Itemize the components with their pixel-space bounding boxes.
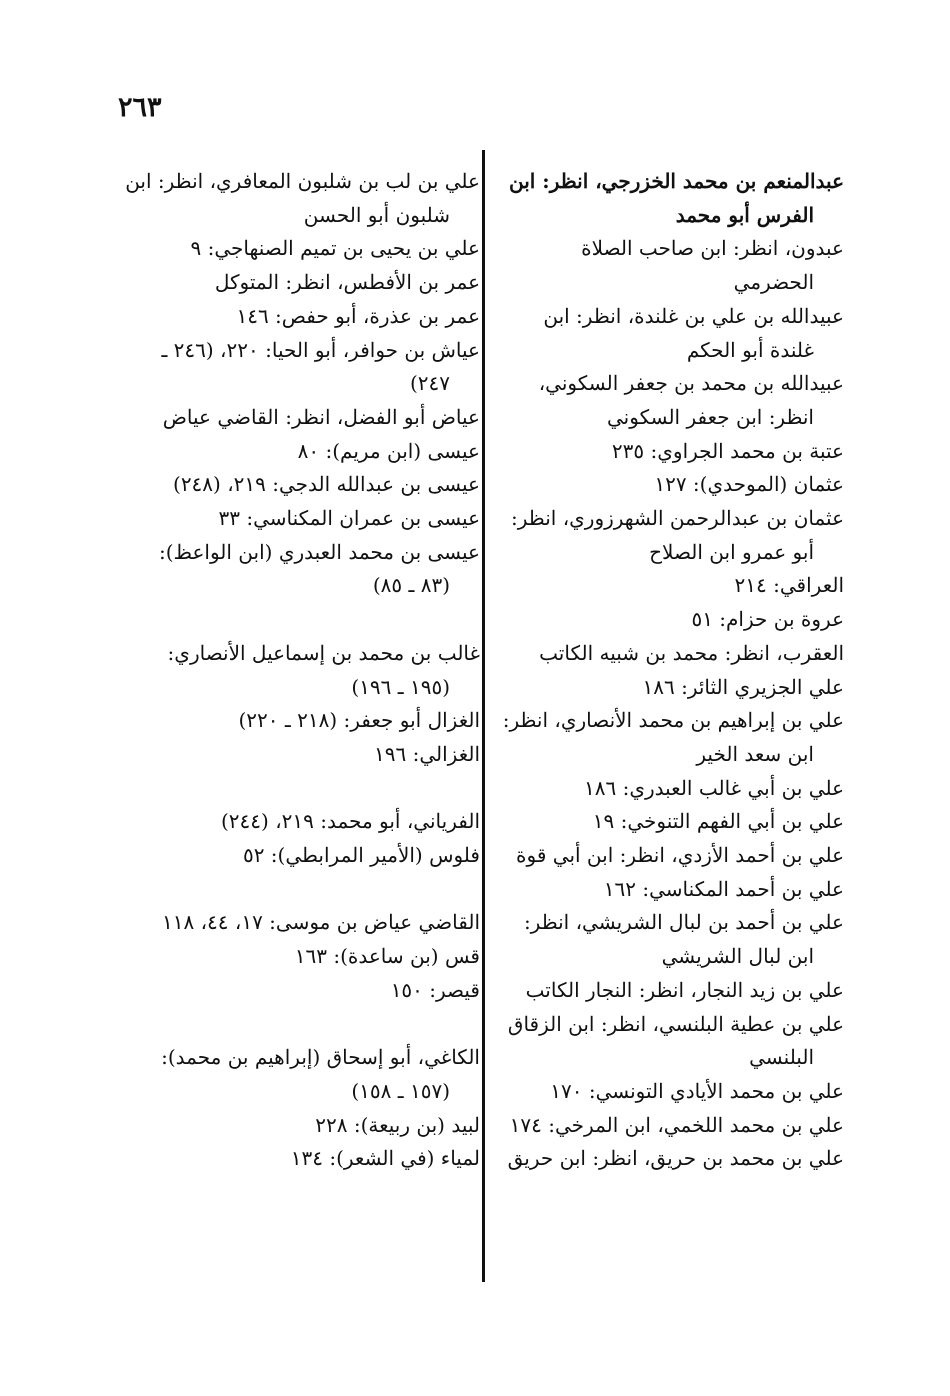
index-entry: لمياء (في الشعر): ١٣٤ [290, 1146, 480, 1171]
index-entry: عيسى بن عبدالله الدجي: ٢١٩، (٢٤٨) [173, 472, 480, 497]
index-entry: عيسى بن عمران المكناسي: ٣٣ [218, 506, 480, 531]
index-entry: القاضي عياض بن موسى: ١٧، ٤٤، ١١٨ [161, 910, 480, 935]
index-entry: عيسى (ابن مريم): ٨٠ [297, 438, 480, 463]
index-entry: علي بن أبي غالب العبدري: ١٨٦ [584, 775, 844, 800]
index-entry: قس (بن ساعدة): ١٦٣ [294, 944, 480, 969]
index-entry: علي بن زيد النجار، انظر: النجار الكاتب [525, 977, 844, 1002]
index-entry: غالب بن محمد بن إسماعيل الأنصاري: (١٩٥ ـ ١٩٦) [167, 640, 480, 699]
section-gap [125, 873, 480, 907]
index-entry: قيصر: ١٥٠ [390, 977, 480, 1002]
index-entry: عروة بن حزام: ٥١ [691, 607, 844, 632]
index-entry: علي بن محمد الأيادي التونسي: ١٧٠ [550, 1078, 844, 1103]
index-entry: الفرياني، أبو محمد: ٢١٩، (٢٤٤) [220, 809, 480, 834]
index-entry: علي بن لب بن شلبون المعافري، انظر: ابن شلبون أبو الحسن [125, 169, 480, 227]
index-entry: عمر بن الأفطس، انظر: المتوكل [214, 270, 480, 295]
index-entry: العراقي: ٢١٤ [734, 573, 844, 598]
index-entry: علي بن أحمد الأزدي، انظر: ابن أبي قوة [516, 843, 844, 868]
index-entry: علي بن أحمد المكناسي: ١٦٢ [603, 876, 844, 901]
index-entry: علي بن محمد بن حريق، انظر: ابن حريق [507, 1146, 844, 1171]
index-entry: علي بن محمد اللخمي، ابن المرخي: ١٧٤ [509, 1112, 844, 1137]
index-entry: عياش بن حوافر، أبو الحيا: ٢٢٠، (٢٤٦ ـ ٢٤٧) [161, 337, 480, 396]
index-entry: عمر بن عذرة، أبو حفص: ١٤٦ [236, 303, 480, 328]
index-entry: عبيدالله بن محمد بن جعفر السكوني، انظر: ابن جعفر السكوني [538, 371, 844, 429]
index-entry: عثمان بن عبدالرحمن الشهرزوري، انظر: أبو عمرو ابن الصلاح [511, 506, 844, 564]
index-entry: علي بن عطية البلنسي، انظر: ابن الزقاق البلنسي [507, 1011, 844, 1070]
index-column-right [499, 165, 844, 1176]
index-entry: عبدالمنعم بن محمد الخزرجي، انظر: ابن الفرس أبو محمد [509, 169, 844, 227]
index-entry: عتبة بن محمد الجراوي: ٢٣٥ [611, 438, 844, 463]
index-entry: العقرب، انظر: محمد بن شبيه الكاتب [539, 640, 844, 665]
index-entry: لبيد (بن ربيعة): ٢٢٨ [315, 1112, 480, 1137]
index-entry: علي بن أحمد بن لبال الشريشي، انظر: ابن لبال الشريشي [523, 910, 844, 969]
index-entry: عيسى بن محمد العبدري (ابن الواعظ): (٨٣ ـ ٨٥) [158, 539, 480, 598]
index-entry: عبيدالله بن علي بن غلندة، انظر: ابن غلندة أبو الحكم [543, 303, 844, 362]
index-entry: الكاغي، أبو إسحاق (إبراهيم بن محمد): (١٥٧ ـ ١٥٨) [161, 1045, 480, 1103]
index-entry: الغزال أبو جعفر: (٢١٨ ـ ٢٢٠) [238, 708, 480, 733]
index-entry: علي بن إبراهيم بن محمد الأنصاري، انظر: ابن سعد الخير [502, 708, 844, 766]
index-entry: فلوس (الأمير المرابطي): ٥٢ [242, 843, 480, 868]
index-entry: علي بن أبي الفهم التنوخي: ١٩ [592, 809, 844, 834]
column-divider [482, 150, 485, 1282]
index-column-left [125, 165, 480, 1176]
index-entry: علي بن يحيى بن تميم الصنهاجي: ٩ [190, 236, 480, 261]
index-entry: عياض أبو الفضل، انظر: القاضي عياض [162, 404, 480, 429]
section-gap [125, 1008, 480, 1042]
section-gap [125, 603, 480, 637]
section-gap [125, 772, 480, 806]
index-entry: علي الجزيري الثائر: ١٨٦ [642, 674, 844, 699]
index-entry: الغزالي: ١٩٦ [374, 741, 480, 766]
index-entry: عبدون، انظر: ابن صاحب الصلاة الحضرمي [581, 236, 844, 295]
page-number: ٢٦٣ [118, 92, 162, 123]
index-entry: عثمان (الموحدي): ١٢٧ [654, 472, 844, 497]
